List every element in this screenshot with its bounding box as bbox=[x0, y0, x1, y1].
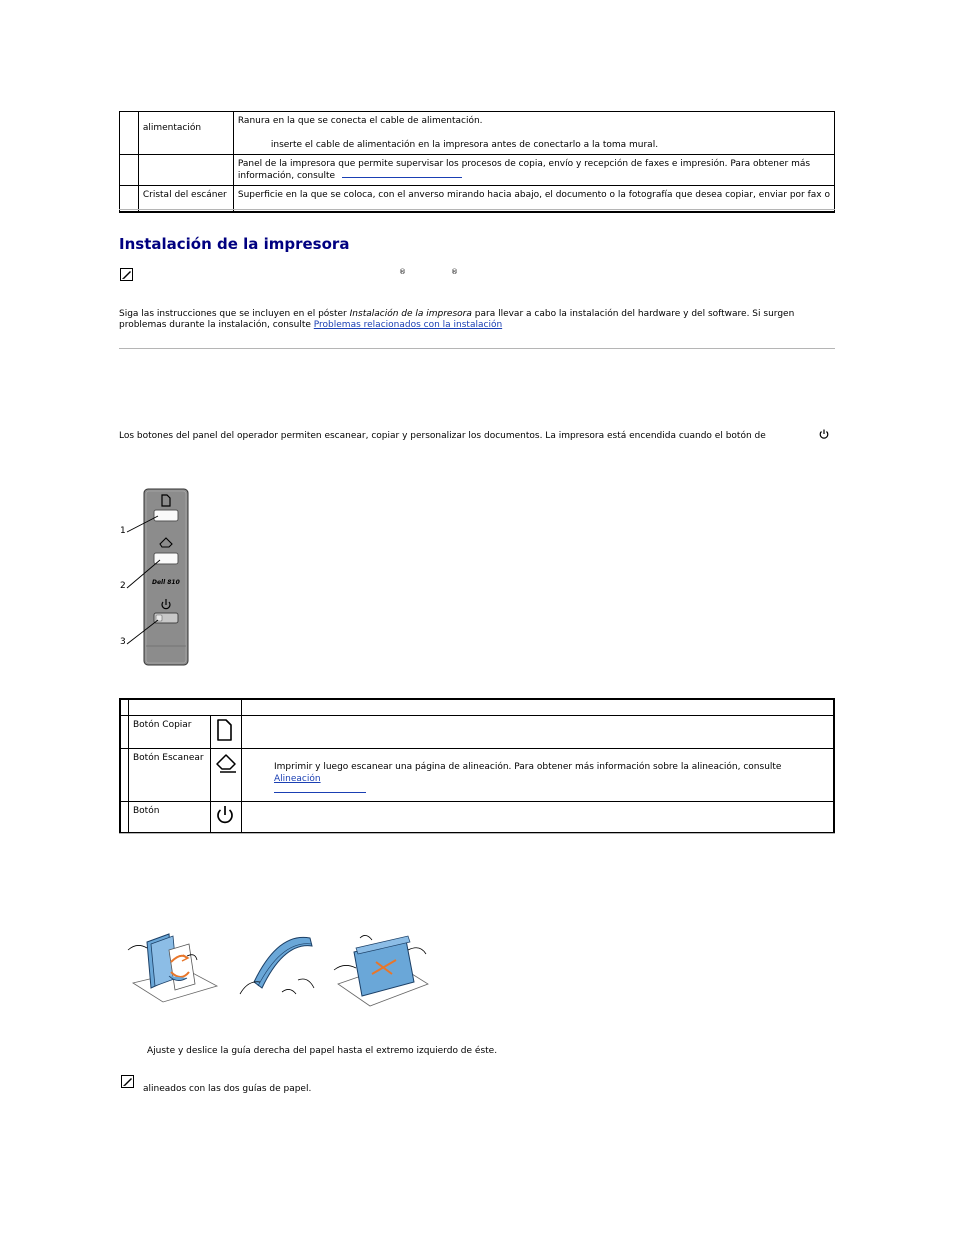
table-row bbox=[120, 748, 834, 801]
button-name: Botón Copiar bbox=[129, 715, 211, 748]
part-description bbox=[233, 155, 834, 186]
note-icon bbox=[121, 1075, 134, 1088]
alignment-link[interactable]: Alineación bbox=[274, 773, 321, 784]
power-icon bbox=[818, 428, 830, 440]
callout-number: 1 bbox=[120, 526, 126, 536]
button-icon-cell bbox=[210, 801, 241, 833]
button-icon-cell bbox=[210, 715, 241, 748]
panel-body bbox=[118, 488, 193, 668]
row-number bbox=[120, 186, 139, 212]
registered-mark: ® bbox=[399, 268, 406, 276]
table-row bbox=[120, 715, 834, 748]
part-name: alimentación bbox=[138, 112, 233, 155]
installation-problems-link[interactable]: Problemas relacionados con la instalación bbox=[313, 320, 503, 330]
registered-mark: ® bbox=[451, 268, 458, 276]
button-name: Botón bbox=[129, 801, 211, 833]
note-text: alineados con las dos guías de papel. bbox=[143, 1084, 312, 1094]
part-description-line: Superficie en la que se coloca, con el anverso mirando hacia abajo, el documento o la fotografía que desea copiar, enviar por fax o bbox=[237, 190, 830, 200]
paper-step-text: Ajuste y deslice la guía derecha del papel hasta el extremo izquierdo de éste. bbox=[147, 1046, 498, 1056]
row-number bbox=[120, 715, 129, 748]
button-name: Botón Escanear bbox=[129, 748, 211, 801]
part-description bbox=[233, 186, 834, 212]
button-icon-cell bbox=[210, 748, 241, 801]
button-description bbox=[242, 715, 835, 748]
header-cell bbox=[120, 699, 129, 715]
part-name: Cristal del escáner bbox=[138, 186, 233, 212]
part-description-line: Panel de la impresora que permite supervisar los procesos de copia, envío y recepción de faxes e impresión. Para obtener más bbox=[237, 159, 811, 169]
paper-fan-illustration bbox=[125, 928, 220, 1008]
table-header-row bbox=[120, 699, 834, 715]
button-description bbox=[242, 801, 835, 833]
note-icon bbox=[120, 268, 133, 281]
operator-panel-intro: Los botones del panel del operador permiten escanear, copiar y personalizar los documentos. La impresora está encendida cuando el botón de bbox=[119, 431, 766, 441]
row-number bbox=[120, 155, 139, 186]
table-row bbox=[120, 155, 835, 186]
paragraph-text: Siga las instrucciones que se incluyen en el póster bbox=[119, 309, 347, 319]
row-number bbox=[120, 112, 139, 155]
paper-flex-illustration bbox=[238, 932, 318, 998]
brand-label: Dell 810 bbox=[152, 579, 180, 586]
paragraph-text: para llevar a cabo la instalación del hardware y del software. Si surgen bbox=[474, 309, 795, 319]
button-description bbox=[242, 748, 835, 801]
paragraph-text: problemas durante la instalación, consulte bbox=[119, 320, 311, 330]
callout-number: 2 bbox=[120, 581, 126, 591]
section-divider bbox=[119, 833, 835, 834]
part-description-line: Ranura en la que se conecta el cable de alimentación. bbox=[237, 116, 483, 126]
table-row bbox=[120, 186, 835, 212]
part-description-line: inserte el cable de alimentación en la impresora antes de conectarlo a la toma mural. bbox=[270, 140, 659, 150]
section-divider bbox=[119, 348, 835, 349]
operator-panel-illustration bbox=[118, 488, 193, 668]
header-cell bbox=[129, 699, 242, 715]
copy-icon bbox=[214, 718, 234, 742]
header-cell bbox=[242, 699, 835, 715]
setup-paragraph bbox=[119, 309, 835, 331]
part-description bbox=[233, 112, 834, 155]
section-title: Instalación de la impresora bbox=[119, 235, 350, 253]
parts-table bbox=[119, 111, 835, 213]
buttons-table bbox=[119, 698, 835, 834]
scan-icon bbox=[214, 751, 238, 775]
power-icon bbox=[214, 804, 236, 826]
callout-number: 3 bbox=[120, 637, 126, 647]
alignment-link-continuation[interactable] bbox=[274, 786, 366, 793]
part-description-line: información, consulte bbox=[237, 171, 336, 181]
section-divider bbox=[119, 209, 835, 210]
row-number bbox=[120, 801, 129, 833]
part-name bbox=[138, 155, 233, 186]
row-number bbox=[120, 748, 129, 801]
paper-align-illustration bbox=[332, 930, 432, 1010]
table-row bbox=[120, 801, 834, 833]
cross-reference-link[interactable] bbox=[342, 177, 462, 178]
poster-name: Instalación de la impresora bbox=[349, 309, 472, 319]
description-text: Imprimir y luego escanear una página de alineación. Para obtener más información sobre la alineación, consulte bbox=[274, 761, 782, 772]
table-row bbox=[120, 112, 835, 155]
